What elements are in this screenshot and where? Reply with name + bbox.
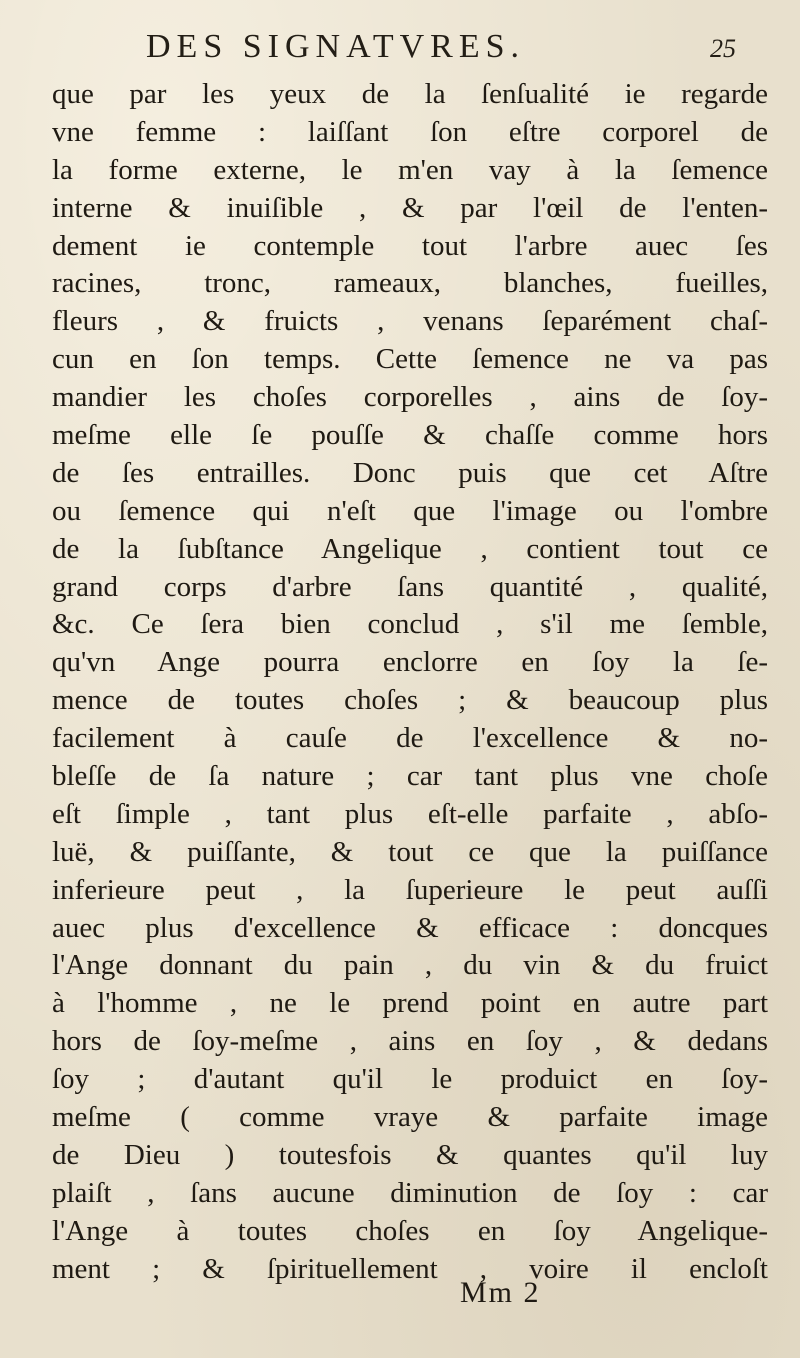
- text-line: la forme externe, le m'en vay à la ſemence: [52, 153, 768, 186]
- text-line: mence de toutes choſes ; & beaucoup plus: [52, 684, 768, 717]
- text-line: meſme elle ſe pouſſe & chaſſe comme hors: [52, 419, 768, 452]
- text-line: bleſſe de ſa nature ; car tant plus vne choſe: [52, 760, 768, 793]
- text-line: dement ie contemple tout l'arbre auec ſes: [52, 229, 768, 262]
- signature-mark: Mm 2: [460, 1276, 541, 1309]
- text-line: que par les yeux de la ſenſualité ie regarde: [52, 78, 768, 110]
- text-line: meſme ( comme vraye & parfaite image: [52, 1101, 768, 1134]
- text-line: plaiſt , ſans aucune diminution de ſoy : car: [52, 1176, 768, 1209]
- text-line: de ſes entrailles. Donc puis que cet Aſtre: [52, 456, 768, 489]
- text-line: racines, tronc, rameaux, blanches, fueilles,: [52, 267, 768, 300]
- text-line: à l'homme , ne le prend point en autre part: [52, 987, 768, 1020]
- text-line: l'Ange donnant du pain , du vin & du fruict: [52, 949, 768, 982]
- page-number: 25: [710, 34, 736, 63]
- page-header: [96, 28, 736, 78]
- text-line: ment ; & ſpirituellement , voire il encloſt: [52, 1252, 768, 1285]
- text-line: mandier les choſes corporelles , ains de ſoy-: [52, 381, 768, 414]
- text-line: grand corps d'arbre ſans quantité , qualité,: [52, 570, 768, 603]
- text-line: &c. Ce ſera bien conclud , s'il me ſemble,: [52, 608, 768, 641]
- text-line: fleurs , & fruicts , venans ſeparément chaſ-: [52, 305, 768, 338]
- text-line: eſt ſimple , tant plus eſt-elle parfaite , abſo-: [52, 797, 768, 830]
- text-line: ſoy ; d'autant qu'il le produict en ſoy-: [52, 1063, 768, 1096]
- text-line: cun en ſon temps. Cette ſemence ne va pas: [52, 343, 768, 376]
- text-line: vne femme : laiſſant ſon eſtre corporel de: [52, 115, 768, 148]
- text-line: qu'vn Ange pourra enclorre en ſoy la ſe-: [52, 646, 768, 679]
- text-line: interne & inuiſible , & par l'œil de l'enten-: [52, 191, 768, 224]
- text-line: auec plus d'excellence & efficace : doncques: [52, 911, 768, 944]
- body-text: [52, 76, 768, 1289]
- text-line: de la ſubſtance Angelique , contient tout ce: [52, 532, 768, 565]
- text-line: l'Ange à toutes choſes en ſoy Angelique-: [52, 1214, 768, 1247]
- text-line: hors de ſoy-meſme , ains en ſoy , & dedans: [52, 1025, 768, 1058]
- running-title: DES SIGNATVRES.: [146, 28, 526, 65]
- text-line: inferieure peut , la ſuperieure le peut auſſi: [52, 873, 768, 906]
- text-line: luë, & puiſſante, & tout ce que la puiſſance: [52, 835, 768, 868]
- text-line: facilement à cauſe de l'excellence & no-: [52, 722, 768, 755]
- text-line: de Dieu ) toutesfois & quantes qu'il luy: [52, 1138, 768, 1171]
- text-line: ou ſemence qui n'eſt que l'image ou l'ombre: [52, 494, 768, 527]
